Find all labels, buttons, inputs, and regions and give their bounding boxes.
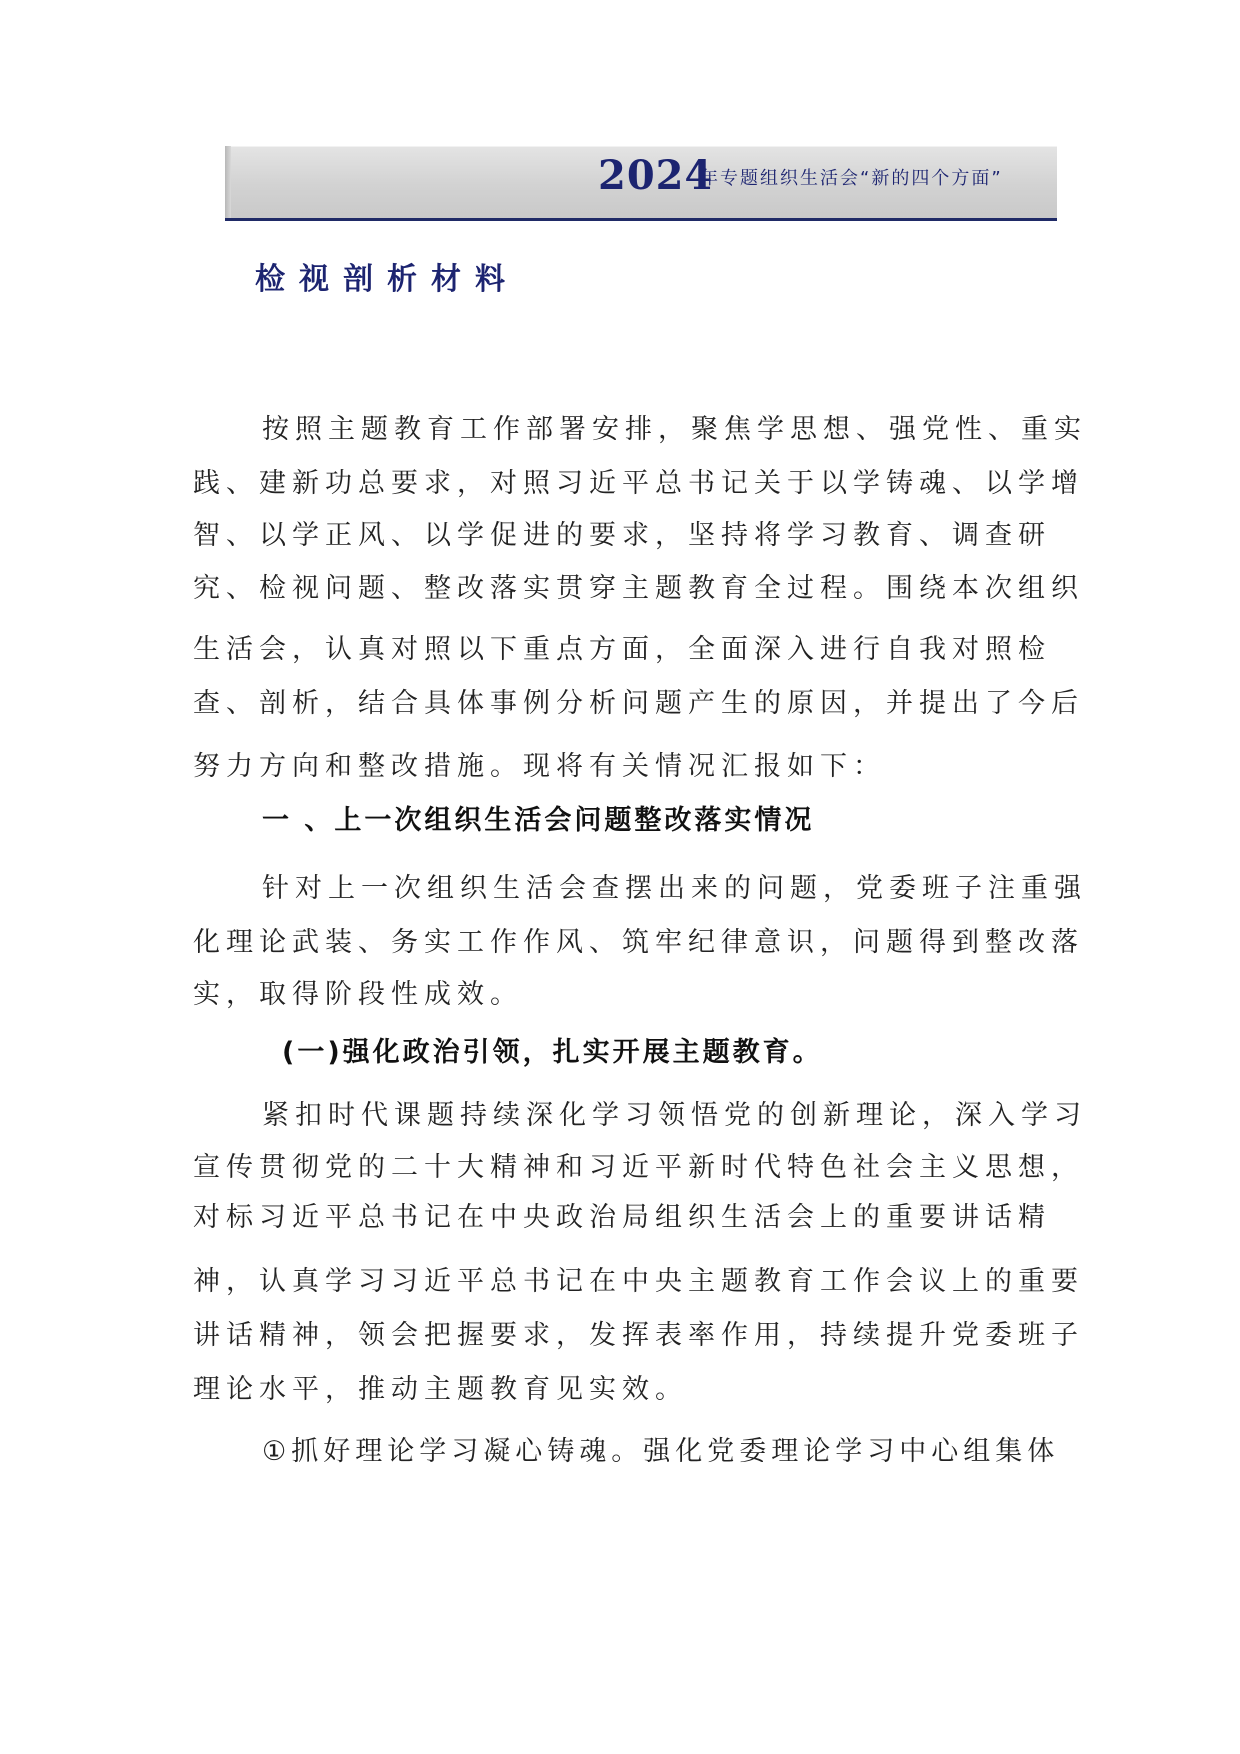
intro-line: 究、检视问题、整改落实贯穿主题教育全过程。围绕本次组织 xyxy=(193,573,1084,604)
subsection-line: ①抓好理论学习凝心铸魂。强化党委理论学习中心组集体 xyxy=(262,1436,1060,1467)
section-line: 实，取得阶段性成效。 xyxy=(193,979,523,1010)
banner-edge xyxy=(225,146,231,218)
subsection-line: 理论水平，推动主题教育见实效。 xyxy=(193,1374,688,1405)
header-title: 年专题组织生活会“新的四个方面” xyxy=(700,168,1003,189)
section-line: 化理论武装、务实工作作风、筑牢纪律意识，问题得到整改落 xyxy=(193,927,1084,958)
intro-line: 按照主题教育工作部署安排，聚焦学思想、强党性、重实 xyxy=(262,414,1087,445)
subsection-line: 神，认真学习习近平总书记在中央主题教育工作会议上的重要 xyxy=(193,1266,1084,1297)
header-year: 2024 xyxy=(598,152,714,199)
section-heading: 一 、上一次组织生活会问题整改落实情况 xyxy=(262,805,815,836)
header-rule xyxy=(225,218,1057,221)
intro-line: 查、剖析，结合具体事例分析问题产生的原因，并提出了今后 xyxy=(193,688,1084,719)
subsection-line: 紧扣时代课题持续深化学习领悟党的创新理论，深入学习 xyxy=(262,1100,1087,1131)
document-title-clipped xyxy=(255,262,555,297)
document-title-text: 检视剖析材料 xyxy=(255,262,519,297)
intro-line: 努力方向和整改措施。现将有关情况汇报如下： xyxy=(193,751,886,782)
subsection-line: 对标习近平总书记在中央政治局组织生活会上的重要讲话精 xyxy=(193,1202,1051,1233)
intro-line: 践、建新功总要求，对照习近平总书记关于以学铸魂、以学增 xyxy=(193,468,1084,499)
intro-line: 智、以学正风、以学促进的要求，坚持将学习教育、调查研 xyxy=(193,520,1051,551)
subsection-line: 讲话精神，领会把握要求，发挥表率作用，持续提升党委班子 xyxy=(193,1320,1084,1351)
subsection-line: 宣传贯彻党的二十大精神和习近平新时代特色社会主义思想， xyxy=(193,1152,1084,1183)
subsection-heading: (一)强化政治引领，扎实开展主题教育。 xyxy=(282,1037,823,1068)
section-line: 针对上一次组织生活会查摆出来的问题，党委班子注重强 xyxy=(262,873,1087,904)
intro-line: 生活会，认真对照以下重点方面，全面深入进行自我对照检 xyxy=(193,634,1051,665)
